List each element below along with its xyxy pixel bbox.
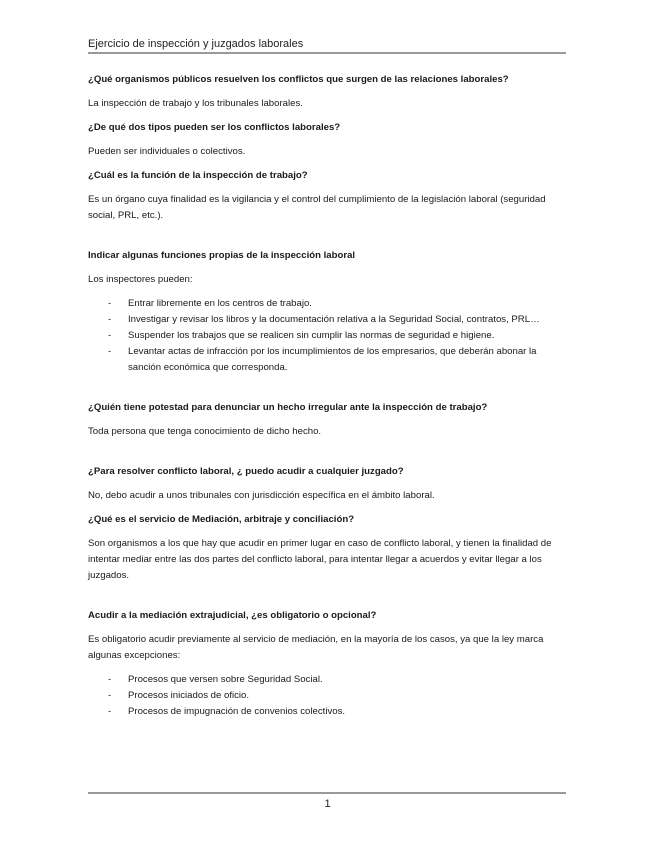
question-heading: ¿De qué dos tipos pueden ser los conflictos laborales?: [88, 122, 341, 133]
exceptions-list: [88, 672, 566, 720]
question-heading: ¿Quién tiene potestad para denunciar un hecho irregular ante la inspección de trabajo?: [88, 402, 488, 413]
list-item: - Investigar y revisar los libros y la documentación relativa a la Seguridad Social, contratos, PRL…: [88, 312, 566, 328]
list-item: - Suspender los trabajos que se realicen sin cumplir las normas de seguridad e higiene.: [88, 328, 566, 344]
list-item: - Procesos de impugnación de convenios colectivos.: [88, 704, 566, 720]
answer-text: Toda persona que tenga conocimiento de dicho hecho.: [88, 426, 322, 437]
question-heading: ¿Qué es el servicio de Mediación, arbitraje y conciliación?: [88, 514, 355, 525]
list-item: - Entrar libremente en los centros de trabajo.: [88, 296, 566, 312]
answer-text: Es obligatorio acudir previamente al servicio de mediación, en la mayoría de los casos, ya que la ley marca algunas excepciones:: [88, 634, 544, 661]
question-heading: ¿Para resolver conflicto laboral, ¿ puedo acudir a cualquier juzgado?: [88, 466, 404, 477]
page-number: 1: [324, 798, 331, 810]
page-header: Ejercicio de inspección y juzgados laborales: [88, 38, 304, 50]
question-heading: Indicar algunas funciones propias de la inspección laboral: [88, 250, 356, 261]
answer-text: Son organismos a los que hay que acudir en primer lugar en caso de conflicto laboral, y tienen la finalidad de intentar mediar entre las dos partes del conflicto laboral, para intentar llegar a acuerdos y evitar llegar a los juzgados.: [88, 538, 552, 581]
functions-list: [88, 296, 566, 376]
question-heading: Acudir a la mediación extrajudicial, ¿es obligatorio o opcional?: [88, 610, 377, 621]
question-heading: ¿Cuál es la función de la inspección de trabajo?: [88, 170, 308, 181]
answer-text: No, debo acudir a unos tribunales con jurisdicción específica en el ámbito laboral.: [88, 490, 435, 501]
answer-text: Pueden ser individuales o colectivos.: [88, 146, 246, 157]
answer-text: Los inspectores pueden:: [88, 274, 193, 285]
footer-divider: [88, 792, 566, 794]
list-item: - Procesos que versen sobre Seguridad Social.: [88, 672, 566, 688]
list-item: - Levantar actas de infracción por los incumplimientos de los empresarios, que deberán abonar la sanción económica que corresponda.: [88, 344, 566, 376]
answer-text: Es un órgano cuya finalidad es la vigilancia y el control del cumplimiento de la legislación laboral (seguridad social, PRL, etc.).: [88, 194, 546, 221]
answer-text: La inspección de trabajo y los tribunales laborales.: [88, 98, 303, 109]
question-heading: ¿Qué organismos públicos resuelven los conflictos que surgen de las relaciones laborales?: [88, 74, 509, 85]
document-body: [88, 72, 566, 720]
list-item: - Procesos iniciados de oficio.: [88, 688, 566, 704]
header-divider: [88, 52, 566, 54]
